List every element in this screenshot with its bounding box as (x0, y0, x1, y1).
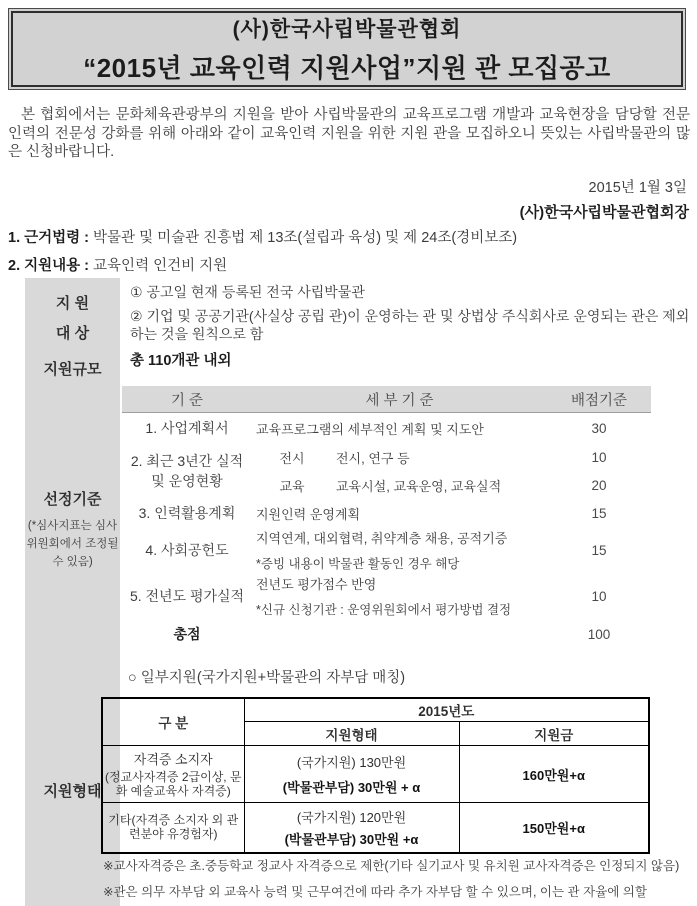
criteria-table (122, 386, 651, 649)
criteria-detail-cell (252, 527, 547, 573)
criteria-header-detail: 세 부 기 준 (252, 386, 547, 413)
announcement-date: 2015년 1월 3일 (588, 180, 687, 196)
support-category-line1: 자격증 소지자 (133, 752, 213, 768)
criteria-score: 15 (591, 505, 607, 521)
label-scale: 지원규모 (43, 361, 102, 378)
support-table (101, 697, 650, 854)
criteria-note: *신규 신청기관 : 운영위원회에서 평가방법 결정 (256, 603, 512, 617)
criteria-row (122, 413, 651, 444)
criteria-header-score: 배점기준 (547, 386, 651, 413)
partial-support-title: ○ 일부지원(국가지원+박물관의 자부담 매칭) (128, 670, 406, 686)
footnote-self-burden: ※관은 의무 자부담 외 교육사 능력 및 근무여건에 따라 추가 자부담 할 수 있으며, 이는 관 자율에 의할 (103, 885, 647, 899)
criteria-detail: 교육프로그램의 세부적인 계획 및 지도안 (256, 421, 484, 437)
label-target-line1: 지 원 (55, 295, 90, 312)
criteria-total-label: 총점 (173, 626, 201, 642)
scale-text: 총 110개관 내외 (130, 353, 232, 369)
criteria-total-row (122, 619, 651, 649)
label-support-type: 지원형태 (43, 783, 102, 800)
criteria-score: 30 (591, 420, 607, 436)
criteria-header-row (122, 386, 651, 413)
criteria-sub-name: 교육 (279, 478, 305, 494)
footnote-teacher-cert: ※교사자격증은 초.중등학교 정교사 자격증으로 제한(기타 실기교사 및 유치원 교사자격증은 인정되지 않음) (103, 859, 680, 873)
support-museum-amount: (박물관부담) 30만원 +α (284, 832, 419, 848)
criteria-row (122, 499, 651, 527)
criteria-sub-detail: 전시, 연구 등 (336, 450, 410, 466)
criteria-total-score: 100 (587, 626, 611, 642)
item-support-content (8, 254, 692, 275)
item-text: 교육인력 인건비 지원 (93, 258, 228, 274)
support-subheader-amount: 지원금 (459, 722, 649, 746)
criteria-total-spacer (252, 619, 547, 649)
criteria-header-standard: 기 준 (122, 386, 252, 413)
support-subheader-type: 지원형태 (244, 722, 459, 746)
criteria-label: 1. 사업계획서 (145, 420, 229, 436)
organization-name: (사)한국사립박물관협회 (232, 18, 462, 41)
criteria-detail-cell (252, 573, 547, 619)
criteria-row (122, 527, 651, 573)
criteria-detail: 전년도 평가점수 반영 (256, 577, 377, 592)
support-category-cell: 기타(자격증 소지자 외 관련분야 유경험자) (102, 803, 244, 854)
support-type-cell (244, 803, 459, 854)
criteria-sub-name: 전시 (279, 450, 305, 466)
target-item-1: ① 공고일 현재 등록된 전국 사립박물관 (130, 284, 365, 300)
support-museum-amount: (박물관부담) 30만원 + α (282, 780, 421, 795)
support-row (102, 746, 649, 803)
criteria-detail: 지원인력 운영계획 (256, 506, 361, 522)
title-box-inner (11, 11, 683, 87)
criteria-note: *증빙 내용이 박물관 활동인 경우 해당 (256, 557, 460, 571)
label-criteria: 선정기준 (43, 491, 102, 508)
criteria-detail: 지역연계, 대외협력, 취약계층 채용, 공적기증 (256, 531, 508, 546)
page-title: “2015년 교육인력 지원사업”지원 관 모집공고 (83, 53, 611, 83)
item-label: 1. 근거법령 : (8, 230, 90, 246)
criteria-label: 5. 전년도 평가실적 (129, 588, 245, 604)
criteria-score: 10 (591, 449, 607, 465)
support-state-amount: (국가지원) 130만원 (296, 755, 407, 770)
support-year-header: 2015년도 (244, 698, 649, 722)
item-text: 박물관 및 미술관 진흥법 제 13조(설립과 육성) 및 제 24조(경비보조) (93, 230, 518, 246)
criteria-score: 20 (591, 477, 607, 493)
criteria-label: 4. 사회공헌도 (145, 542, 229, 558)
target-item-2: ② 기업 및 공공기관(사실상 공립 관)이 운영하는 관 및 상법상 주식회사로 운영되는 관은 제외하는 것을 원칙으로 함 (130, 308, 690, 343)
support-total-amount: 160만원+α (459, 746, 649, 803)
support-total-amount: 150만원+α (459, 803, 649, 854)
support-type-cell (244, 746, 459, 803)
criteria-label: 2. 최근 3년간 실적 및 운영현황 (130, 453, 244, 489)
label-target-line2: 대 상 (55, 325, 90, 342)
criteria-row (122, 443, 651, 471)
support-row (102, 803, 649, 854)
support-category-cell (102, 746, 244, 803)
criteria-label: 3. 인력활용계획 (138, 505, 236, 521)
criteria-score: 10 (591, 588, 607, 604)
criteria-row (122, 573, 651, 619)
support-header-row-year (102, 698, 649, 722)
support-category-header: 구 분 (102, 698, 244, 746)
intro-paragraph: 본 협회에서는 문화체육관광부의 지원을 받아 사립박물관의 교육프로그램 개발과 교육현장을 담당할 전문 인력의 전문성 강화를 위해 아래와 같이 교육인력 지원을 위한 지원 관을 모집하오니 뜻있는 사립박물관의 많은 신청바랍니다. (8, 107, 690, 161)
signature-line: (사)한국사립박물관협회장 (519, 204, 689, 221)
item-label: 2. 지원내용 : (8, 258, 90, 274)
support-category-line2: (정교사자격증 2급이상, 문화 예술교육사 자격증) (104, 770, 242, 799)
item-legal-basis (8, 226, 692, 247)
criteria-side-note: (*심사지표는 심사위원회에서 조정될 수 있음) (26, 520, 119, 568)
criteria-score: 15 (591, 542, 607, 558)
title-box (8, 8, 686, 90)
criteria-sub-detail: 교육시설, 교육운영, 교육실적 (336, 478, 502, 494)
support-state-amount: (국가지원) 120만원 (296, 809, 407, 825)
